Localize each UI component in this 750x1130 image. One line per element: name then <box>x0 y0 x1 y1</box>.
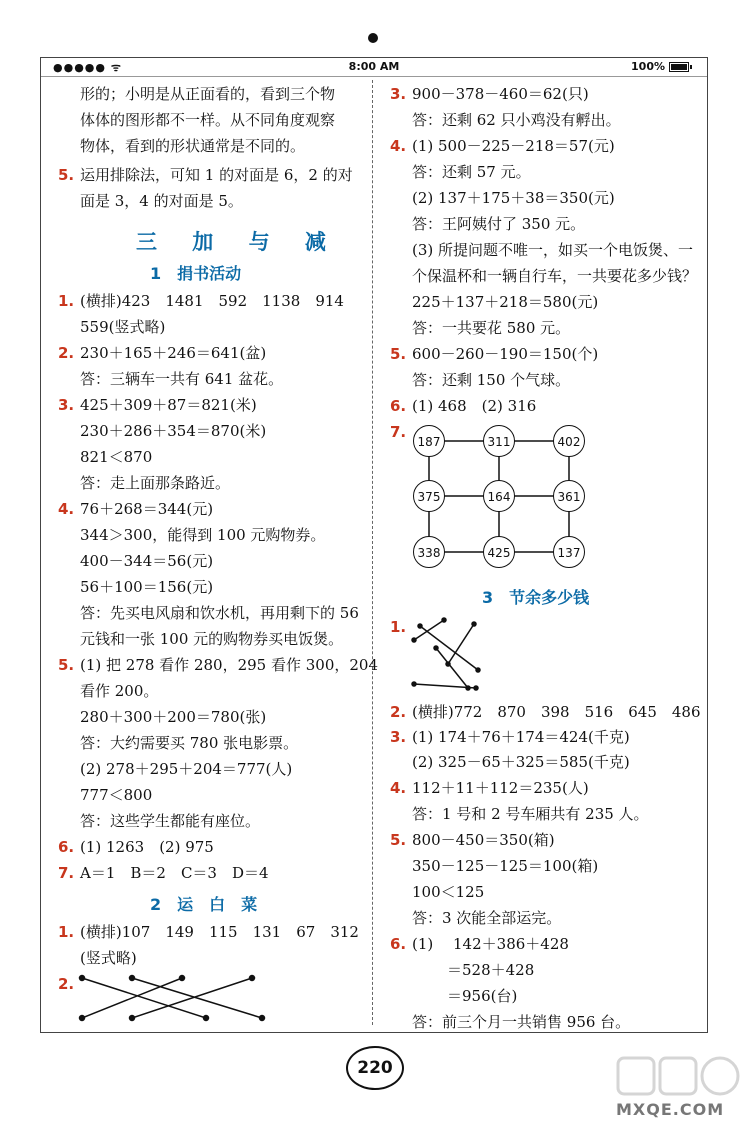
text-line: (1) 1263 (2) 975 <box>80 838 214 856</box>
text-line: 答：一共要花 580 元。 <box>412 319 571 337</box>
grid-circle: 311 <box>483 425 515 457</box>
unit-title: 三 加 与 减 <box>136 230 340 254</box>
text-line: 答：走上面那条路近。 <box>80 474 231 492</box>
text-line: 答：1 号和 2 号车厢共有 235 人。 <box>412 805 649 823</box>
text-line: (1) 500－225－218＝57(元) <box>412 137 615 155</box>
question-number: 2. <box>58 975 75 993</box>
question-number: 1. <box>58 923 75 941</box>
column-divider <box>372 80 373 1025</box>
question-number: 2. <box>390 703 407 721</box>
grid-circle: 338 <box>413 536 445 568</box>
text-line: 280＋300＋200＝780(张) <box>80 708 267 726</box>
question-number: 1. <box>58 292 75 310</box>
text-line: (1) 142＋386＋428 <box>412 935 569 953</box>
question-number: 6. <box>58 838 75 856</box>
text-line: ＝956(台) <box>447 987 518 1005</box>
text-line: 运用排除法，可知 1 的对面是 6，2 的对 <box>80 166 353 184</box>
text-line: 100＜125 <box>412 883 485 901</box>
question-number: 5. <box>390 831 407 849</box>
question-number: 7. <box>58 864 75 882</box>
question-number: 4. <box>390 137 407 155</box>
question-number: 3. <box>390 728 407 746</box>
watermark-text: MXQE.COM <box>616 1100 725 1119</box>
status-time: 8:00 AM <box>348 60 400 73</box>
grid-circle: 402 <box>553 425 585 457</box>
text-line: 答：这些学生都能有座位。 <box>80 812 261 830</box>
text-line: (1) 把 278 看作 280，295 看作 300，204 <box>80 656 379 674</box>
text-line: 体体的图形都不一样。从不同角度观察 <box>80 111 336 129</box>
text-line: 400－344＝56(元) <box>80 552 214 570</box>
text-line: 350－125－125＝100(箱) <box>412 857 599 875</box>
text-line: (横排)107 149 115 131 67 312 <box>80 923 359 941</box>
text-line: 344＞300，能得到 100 元购物券。 <box>80 526 326 544</box>
text-line: (竖式略) <box>80 949 137 967</box>
text-line: (2) 137＋175＋38＝350(元) <box>412 189 615 207</box>
text-line: (1) 468 (2) 316 <box>412 397 537 415</box>
grid-circle: 375 <box>413 480 445 512</box>
section-title-3: 3 节余多少钱 <box>482 588 590 607</box>
text-line: (2) 278＋295＋204＝777(人) <box>80 760 293 778</box>
text-line: 821＜870 <box>80 448 153 466</box>
text-line: A＝1 B＝2 C＝3 D＝4 <box>80 864 269 882</box>
text-line: 425＋309＋87＝821(米) <box>80 396 257 414</box>
text-line: 形的；小明是从正面看的，看到三个物 <box>80 85 336 103</box>
grid-circle: 164 <box>483 480 515 512</box>
text-line: 看作 200。 <box>80 682 159 700</box>
text-line: 物体，看到的形状通常是不同的。 <box>80 137 306 155</box>
text-line: 230＋286＋354＝870(米) <box>80 422 267 440</box>
question-number: 4. <box>390 779 407 797</box>
grid-circle: 425 <box>483 536 515 568</box>
question-number: 3. <box>390 85 407 103</box>
text-line: 225＋137＋218＝580(元) <box>412 293 599 311</box>
text-line: 答：还剩 150 个气球。 <box>412 371 571 389</box>
question-number: 4. <box>58 500 75 518</box>
text-line: 答：3 次能全部运完。 <box>412 909 562 927</box>
text-line: (横排)423 1481 592 1138 914 <box>80 292 344 310</box>
text-line: 面是 3，4 的对面是 5。 <box>80 192 243 210</box>
text-line: 答：三辆车一共有 641 盆花。 <box>80 370 284 388</box>
text-line: 答：先买电风扇和饮水机，再用剩下的 56 <box>80 604 359 622</box>
question-number: 5. <box>390 345 407 363</box>
text-line: 答：前三个月一共销售 956 台。 <box>412 1013 631 1031</box>
grid-circle: 137 <box>553 536 585 568</box>
section-title-2: 2 运 白 菜 <box>150 895 258 914</box>
camera-dot <box>368 33 378 43</box>
text-line: 800－450＝350(箱) <box>412 831 555 849</box>
question-number: 5. <box>58 656 75 674</box>
text-line: 559(竖式略) <box>80 318 166 336</box>
grid-circle: 187 <box>413 425 445 457</box>
matching-diagram-left <box>76 970 276 1026</box>
text-line: (1) 174＋76＋174＝424(千克) <box>412 728 630 746</box>
text-line: 答：还剩 62 只小鸡没有孵出。 <box>412 111 621 129</box>
matching-diagram-right <box>408 612 488 694</box>
text-line: (横排)772 870 398 516 645 486 <box>412 703 701 721</box>
text-line: 答：还剩 57 元。 <box>412 163 531 181</box>
text-line: 230＋165＋246＝641(盆) <box>80 344 267 362</box>
question-number: 5. <box>58 166 75 184</box>
page-number: 220 <box>357 1058 393 1078</box>
text-line: 900－378－460＝62(只) <box>412 85 589 103</box>
text-line: (3) 所提问题不唯一，如买一个电饭煲、一 <box>412 241 694 259</box>
question-number: 6. <box>390 397 407 415</box>
question-number: 3. <box>58 396 75 414</box>
text-line: 答：王阿姨付了 350 元。 <box>412 215 586 233</box>
text-line: 600－260－190＝150(个) <box>412 345 599 363</box>
grid-circle: 361 <box>553 480 585 512</box>
battery-icon <box>669 62 689 72</box>
status-bar <box>41 58 707 77</box>
text-line: 56＋100＝156(元) <box>80 578 214 596</box>
text-line: 777＜800 <box>80 786 153 804</box>
text-line: 元钱和一张 100 元的购物券买电饭煲。 <box>80 630 344 648</box>
question-number: 2. <box>58 344 75 362</box>
signal-icon: ●●●●● ᯤ <box>53 61 122 74</box>
question-number: 7. <box>390 423 407 441</box>
text-line: ＝528＋428 <box>447 961 535 979</box>
battery-label: 100% <box>631 60 665 73</box>
section-title-1: 1 捐书活动 <box>150 264 242 283</box>
text-line: 76＋268＝344(元) <box>80 500 214 518</box>
question-number: 6. <box>390 935 407 953</box>
text-line: 112＋11＋112＝235(人) <box>412 779 589 797</box>
question-number: 1. <box>390 618 407 636</box>
text-line: 个保温杯和一辆自行车，一共要花多少钱？ <box>412 267 698 285</box>
text-line: 答：大约需要买 780 张电影票。 <box>80 734 299 752</box>
text-line: (2) 325－65＋325＝585(千克) <box>412 753 630 771</box>
